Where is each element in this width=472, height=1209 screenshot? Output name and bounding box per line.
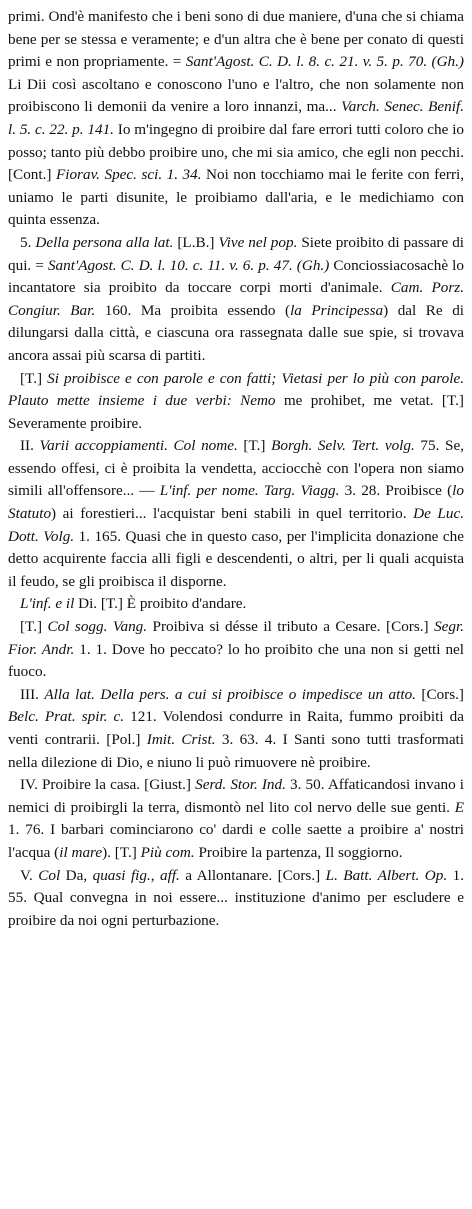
citation-text: Della persona alla lat. bbox=[35, 233, 174, 251]
entry-paragraph-3 bbox=[8, 368, 464, 436]
body-text: III. bbox=[20, 685, 45, 703]
body-text: 160. Ma proibita essendo ( bbox=[95, 301, 291, 319]
body-text: ) ai forestieri... l'acquistar beni stabili in quel territorio. bbox=[51, 505, 414, 523]
body-text: [T.] bbox=[20, 369, 48, 387]
citation-text: Col sogg. Vang. bbox=[47, 618, 148, 636]
body-text: 1. 55. Qual convegna in noi essere... instituzione d'animo per escludere e proibire da noi ogni perturbazione. bbox=[8, 866, 464, 929]
citation-text: Alla lat. Della pers. a cui si proibisce o impedisce un atto. bbox=[44, 685, 416, 703]
citation-text: il mare bbox=[59, 843, 103, 861]
citation-text: Borgh. Selv. Tert. volg. bbox=[271, 437, 415, 455]
entry-paragraph-1 bbox=[8, 6, 464, 232]
citation-text: E bbox=[454, 798, 464, 816]
body-text: [Cors.] bbox=[415, 685, 464, 703]
entry-paragraph-4 bbox=[8, 435, 464, 593]
body-text: II. bbox=[20, 437, 40, 455]
citation-text: Imit. Crist. bbox=[146, 731, 216, 748]
citation-text: lo Statuto bbox=[8, 482, 464, 523]
body-text: [T.] bbox=[237, 437, 272, 455]
entry-paragraph-5 bbox=[8, 593, 464, 616]
citation-text: Si proibisce e con parole e con fatti; Vietasi per lo più con parole. Plauto mette insieme i due verbi: Nemo bbox=[8, 369, 464, 410]
body-text: IV. Proibire la casa. [Giust.] bbox=[20, 776, 196, 794]
body-text: 3. 63. 4. I Santi sono tutti trasformati nella dilezione di Dio, e niuno li può rimuovere nè proibire. bbox=[8, 731, 464, 771]
entry-paragraph-6 bbox=[8, 616, 464, 684]
entry-paragraph-8 bbox=[8, 774, 464, 864]
body-text: 3. 50. Affaticandosi invano i nemici di proibirgli la terra, dismontò nel lito col nervo delle sue genti. bbox=[8, 776, 465, 816]
body-text: Siete proibito di passare di qui. = bbox=[8, 233, 465, 274]
body-text: V. bbox=[20, 866, 39, 884]
entry-paragraph-9 bbox=[8, 865, 464, 933]
citation-text: Belc. Prat. spir. c. bbox=[8, 708, 125, 726]
body-text: 1. 76. I barbari cominciarono co' dardi e colle saette a proibire a' nostri l'acqua ( bbox=[8, 821, 464, 861]
entry-paragraph-7 bbox=[8, 684, 464, 774]
citation-text: Sant'Agost. C. D. l. 10. c. 11. v. 6. p. 47. (Gh.) bbox=[47, 256, 330, 274]
body-text: me prohibet, me vetat. [T.] Severamente proibire. bbox=[8, 392, 464, 432]
body-text: ). [T.] bbox=[102, 843, 141, 861]
citation-text: Segr. Fior. Andr. bbox=[8, 618, 465, 658]
body-text: 121. Volendosi condurre in Raita, fummo proibiti da venti contrarii. [Pol.] bbox=[8, 708, 464, 748]
citation-text: Varch. Senec. Benif. l. 5. c. 22. p. 141. bbox=[8, 98, 464, 138]
body-text: 3. 28. Proibisce ( bbox=[339, 482, 453, 500]
citation-text: L. Batt. Albert. Op. bbox=[325, 866, 448, 884]
body-text: Li Dii così ascoltano e conoscono l'uno e l'altro, che non solamente non proibiscono li demonii da venire a loro innanzi, ma... bbox=[8, 75, 464, 116]
body-text: 1. 165. Quasi che in questo caso, per l'implicita donazione che detto acquirente faccia alli figli e descendenti, o altri, per li quali acquista il feudo, se gli proibisca il disporne. bbox=[8, 527, 464, 590]
citation-text: Fiorav. Spec. sci. 1. 34. bbox=[55, 166, 202, 184]
body-text: [L.B.] bbox=[173, 233, 219, 251]
body-text: Proibiva si désse il tributo a Cesare. [Cors.] bbox=[147, 618, 435, 636]
body-text: Proibire la partenza, Il soggiorno. bbox=[194, 843, 403, 861]
body-text: 1. 1. Dove ho peccato? lo ho proibito che una non si getti nel fuoco. bbox=[8, 640, 464, 681]
citation-text: L'inf. e il bbox=[20, 595, 75, 613]
body-text: Conciossiacosachè lo incantatore sia proibito da toccare corpi morti d'animale. bbox=[8, 256, 464, 297]
citation-text: Più com. bbox=[140, 843, 195, 861]
citation-text: Cam. Porz. Congiur. Bar. bbox=[8, 279, 464, 319]
citation-text: la Principessa bbox=[290, 301, 384, 319]
citation-text: Serd. Stor. Ind. bbox=[195, 776, 286, 794]
body-text: ) dal Re di dilungarsi dalla città, e ciascuna ora rassegnata dalle sue spie, si trovava ancora assai più scarsa di partiti. bbox=[8, 301, 465, 364]
citation-text: Vive nel pop. bbox=[218, 233, 298, 251]
body-text: a Allontanare. [Cors.] bbox=[179, 866, 326, 884]
citation-text: Col bbox=[38, 866, 61, 884]
citation-text: L'inf. per nome. Targ. Viagg. bbox=[159, 482, 340, 500]
body-text: Da, bbox=[60, 866, 93, 884]
body-text: 75. Se, essendo offesi, ci è proibita la vendetta, acciocchè con l'opera non siamo simili all'offensore... — bbox=[8, 437, 465, 500]
body-text: [T.] bbox=[20, 618, 48, 636]
citation-text: quasi fig., aff. bbox=[92, 866, 180, 884]
citation-text: Sant'Agost. C. D. l. 8. c. 21. v. 5. p. 70. (Gh.) bbox=[185, 53, 464, 71]
body-text: Di. [T.] È proibito d'andare. bbox=[74, 595, 247, 613]
citation-text: De Luc. Dott. Volg. bbox=[8, 505, 464, 545]
entry-paragraph-2 bbox=[8, 232, 464, 368]
body-text: Io m'ingegno di proibire dal fare errori tutti coloro che io posso; tanto più debbo proibire uno, che mi sia amico, che egli non pecchi. [Cont.] bbox=[8, 120, 465, 184]
body-text: Noi non tocchiamo mai le ferite con ferri, uniamo le parti disunite, le proibiamo dall'aria, e le medichiamo con quinta essenza. bbox=[8, 166, 465, 229]
body-text: primi. Ond'è manifesto che i beni sono di due maniere, d'una che si chiama bene per se stessa e veramente; e d'un altra che è bene per conato di questi primi e non propriamente. = bbox=[8, 8, 464, 71]
citation-text: Varii accoppiamenti. Col nome. bbox=[39, 437, 238, 455]
body-text: 5. bbox=[20, 233, 36, 251]
